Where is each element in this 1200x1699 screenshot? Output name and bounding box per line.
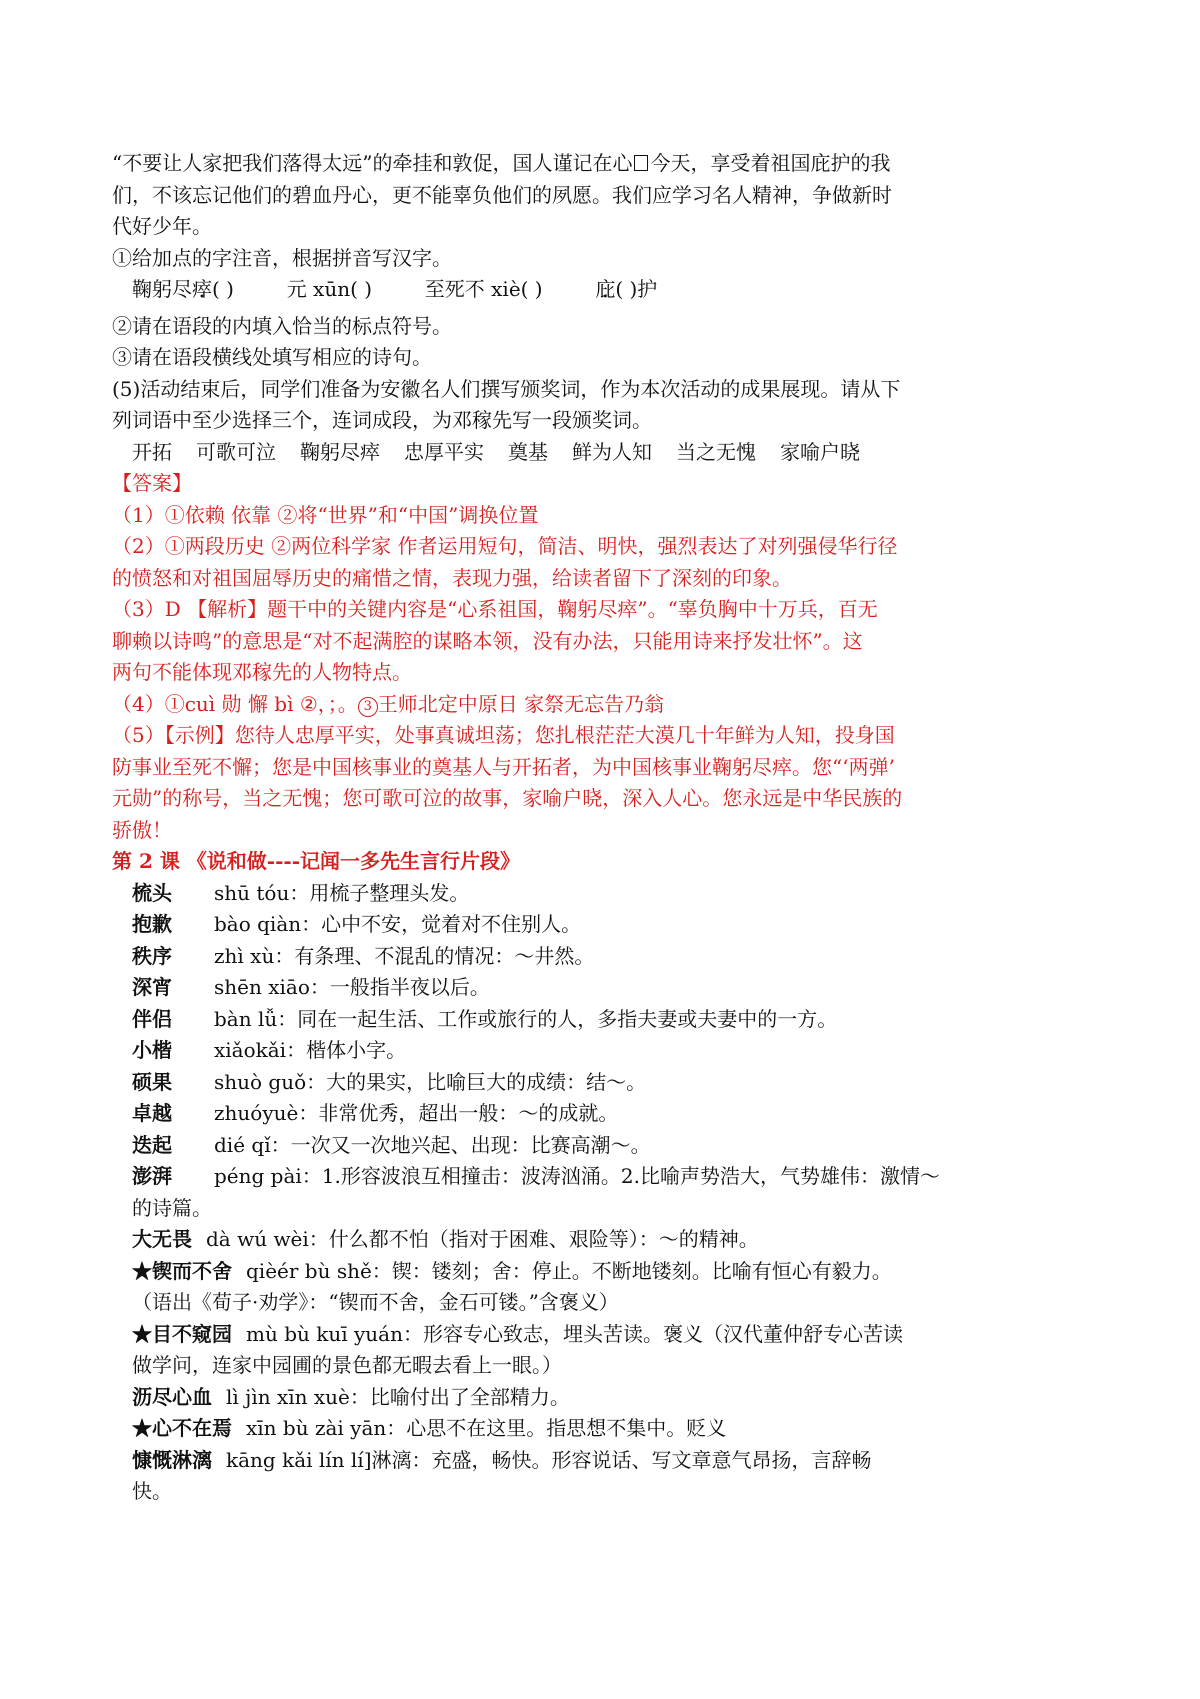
text-span: 秩序 [132, 943, 172, 968]
vocab-list [112, 878, 1087, 1508]
vocab-entry [112, 1413, 1087, 1445]
text-span: qièér bù shě：锲：镂刻；舍：停止。不断地镂刻。比喻有恒心有毅力。 [246, 1258, 892, 1283]
vocab-continuation: 做学问，连家中园圃的景色都无暇去看上一眼。） [132, 1353, 562, 1377]
text-span: xiǎokǎi：楷体小字。 [214, 1038, 407, 1062]
text-span: lì jìn xīn xuè：比喻付出了全部精力。 [226, 1384, 570, 1409]
fill-item [595, 277, 657, 301]
question-2: ②请在语段的内填入恰当的标点符号。 [112, 313, 452, 338]
text-span: zhì xù：有条理、不混乱的情况：～井然。 [214, 943, 595, 968]
word-choice: 当之无愧 [676, 439, 756, 464]
answer-2: 的愤怒和对祖国屈辱历史的痛惜之情，表现力强，给读者留下了深刻的印象。 [112, 565, 792, 590]
word-choices [112, 437, 1087, 469]
text-span: dié qǐ：一次又一次地兴起、出现：比赛高潮～。 [214, 1132, 651, 1157]
text-span: péng pài：1.形容波浪互相撞击：波涛汹涌。2.比喻声势浩大，气势雄伟：激情～ [214, 1164, 940, 1188]
question-1-items [112, 274, 1087, 306]
text-span: 沥尽心血 [132, 1384, 212, 1409]
vocab-entry [112, 1256, 1087, 1288]
passage-line [112, 148, 1087, 180]
passage-text: 今天，享受着祖国庇护的我 [650, 151, 891, 175]
answer-4 [112, 689, 1087, 721]
text-span: 王师北定中原日 家祭无忘告乃翁 [377, 691, 665, 716]
word-choice: 忠厚平实 [404, 439, 484, 464]
text-span: ★目不窥园 [132, 1321, 232, 1346]
text-span: 伴侣 [132, 1006, 172, 1031]
vocab-entry [112, 878, 1087, 910]
text-span: bàn lǚ：同在一起生活、工作或旅行的人，多指夫妻或夫妻中的一方。 [214, 1006, 838, 1031]
text-span: ★锲而不舍 [132, 1258, 232, 1283]
vocab-entry [112, 972, 1087, 1004]
text-span: mù bù kuī yuán：形容专心致志，埋头苦读。褒义（汉代董仲舒专心苦读 [246, 1321, 903, 1346]
text-span: zhuóyuè：非常优秀，超出一般：～的成就。 [214, 1101, 619, 1125]
answer-3: 聊赖以诗鸣”的意思是“对不起满腔的谋略本领，没有办法，只能用诗来抒发壮怀”。这 [112, 628, 863, 653]
circled-number: 3 [358, 697, 378, 717]
text-span: 硕果 [132, 1069, 172, 1094]
text-span: ( )护 [615, 277, 658, 301]
text-span: （4）①cuì 勋 懈 bì ②，；。 [112, 691, 358, 716]
text-span: shuò guǒ：大的果实，比喻巨大的成绩：结～。 [214, 1069, 647, 1094]
answer-5: 骄傲！ [112, 817, 172, 842]
fill-item [132, 277, 234, 301]
text-span: dà wú wèi：什么都不怕（指对于困难、艰险等）：～的精神。 [206, 1227, 759, 1251]
vocab-continuation: 的诗篇。 [132, 1195, 212, 1220]
text-span: 抱歉 [132, 912, 172, 936]
lesson-title: 第 2 课 《说和做----记闻一多先生言行片段》 [112, 849, 521, 873]
vocab-entry [112, 1445, 1087, 1477]
text-span: 庇 [595, 277, 616, 301]
text-span: 梳头 [132, 880, 172, 905]
question-5: (5)活动结束后，同学们准备为安徽名人们撰写颁奖词，作为本次活动的成果展现。请从下 [112, 376, 901, 401]
vocab-entry [112, 909, 1087, 941]
answer-5: 防事业至死不懈；您是中国核事业的奠基人与开拓者，为中国核事业鞠躬尽瘁。您“‘两弹’ [112, 754, 895, 779]
question-5: 列词语中至少选择三个，连词成段，为邓稼先写一段颁奖词。 [112, 408, 652, 432]
fill-item: 至死不 xiè( ) [424, 277, 543, 301]
fill-item: 元 xūn( ) [286, 277, 373, 301]
word-choice: 奠基 [508, 439, 548, 464]
text-span: 小楷 [132, 1038, 172, 1062]
text-span: 迭起 [132, 1132, 172, 1157]
answer-5: （5）【示例】您待人忠厚平实，处事真诚坦荡；您扎根茫茫大漠几十年鲜为人知，投身国 [112, 723, 895, 747]
vocab-entry [112, 1035, 1087, 1067]
word-choice: 开拓 [132, 439, 172, 464]
passage-line: 代好少年。 [112, 214, 212, 238]
answer-label: 【答案】 [112, 471, 192, 495]
text-span: xīn bù zài yān：心思不在这里。指思想不集中。贬义 [246, 1416, 727, 1440]
vocab-entry [112, 941, 1087, 973]
passage-line: 们，不该忘记他们的碧血丹心，更不能辜负他们的夙愿。我们应学习名人精神，争做新时 [112, 182, 892, 207]
text-span: 鞠躬尽 [132, 277, 192, 301]
vocab-entry [112, 1382, 1087, 1414]
text-span: 大无畏 [132, 1227, 192, 1251]
vocab-entry [112, 1161, 1087, 1193]
vocab-entry [112, 1224, 1087, 1256]
vocab-continuation: 快。 [132, 1479, 172, 1503]
text-span: ( ) [212, 277, 234, 301]
text-span: 卓越 [132, 1101, 172, 1125]
word-choice: 家喻户晓 [780, 439, 860, 464]
question-1: ①给加点的字注音，根据拼音写汉字。 [112, 245, 452, 270]
question-3: ③请在语段横线处填写相应的诗句。 [112, 345, 432, 369]
text-span: ★心不在焉 [132, 1416, 232, 1440]
vocab-entry [112, 1319, 1087, 1351]
word-choice: 可歌可泣 [196, 439, 276, 464]
word-choice: 鲜为人知 [572, 439, 652, 464]
punctuation-box [634, 155, 648, 171]
answer-3: （3）D 【解析】题干中的关键内容是“心系祖国，鞠躬尽瘁”。“辜负胸中十万兵，百无 [112, 597, 878, 621]
text-span: shū tóu：用梳子整理头发。 [214, 880, 470, 905]
text-span: 瘁 [192, 277, 212, 301]
vocab-entry [112, 1004, 1087, 1036]
text-span: 深宵 [132, 975, 172, 999]
text-span: kāng kǎi lín lí]淋漓：充盛，畅快。形容说话、写文章意气昂扬，言辞畅 [226, 1447, 872, 1472]
vocab-entry [112, 1098, 1087, 1130]
vocab-entry [112, 1067, 1087, 1099]
text-span: shēn xiāo：一般指半夜以后。 [214, 975, 490, 999]
vocab-continuation: （语出《荀子·劝学》：“锲而不舍，金石可镂。”含褒义） [132, 1290, 619, 1314]
vocab-entry [112, 1130, 1087, 1162]
answer-1: （1）①依赖 依靠 ②将“世界”和“中国”调换位置 [112, 502, 539, 527]
answer-5: 元勋”的称号，当之无愧；您可歌可泣的故事，家喻户晓，深入人心。您永远是中华民族的 [112, 786, 903, 810]
answer-2: （2）①两段历史 ②两位科学家 作者运用短句，简洁、明快，强烈表达了对列强侵华行径 [112, 534, 898, 558]
text-span: 慷慨淋漓 [132, 1447, 212, 1472]
word-choice: 鞠躬尽瘁 [300, 439, 380, 464]
document-page [112, 148, 1087, 1508]
answer-3: 两句不能体现邓稼先的人物特点。 [112, 660, 412, 684]
passage-text: “不要让人家把我们落得太远”的牵挂和敦促，国人谨记在心 [112, 151, 633, 175]
text-span: bào qiàn：心中不安，觉着对不住别人。 [214, 912, 582, 936]
text-span: 澎湃 [132, 1164, 172, 1188]
